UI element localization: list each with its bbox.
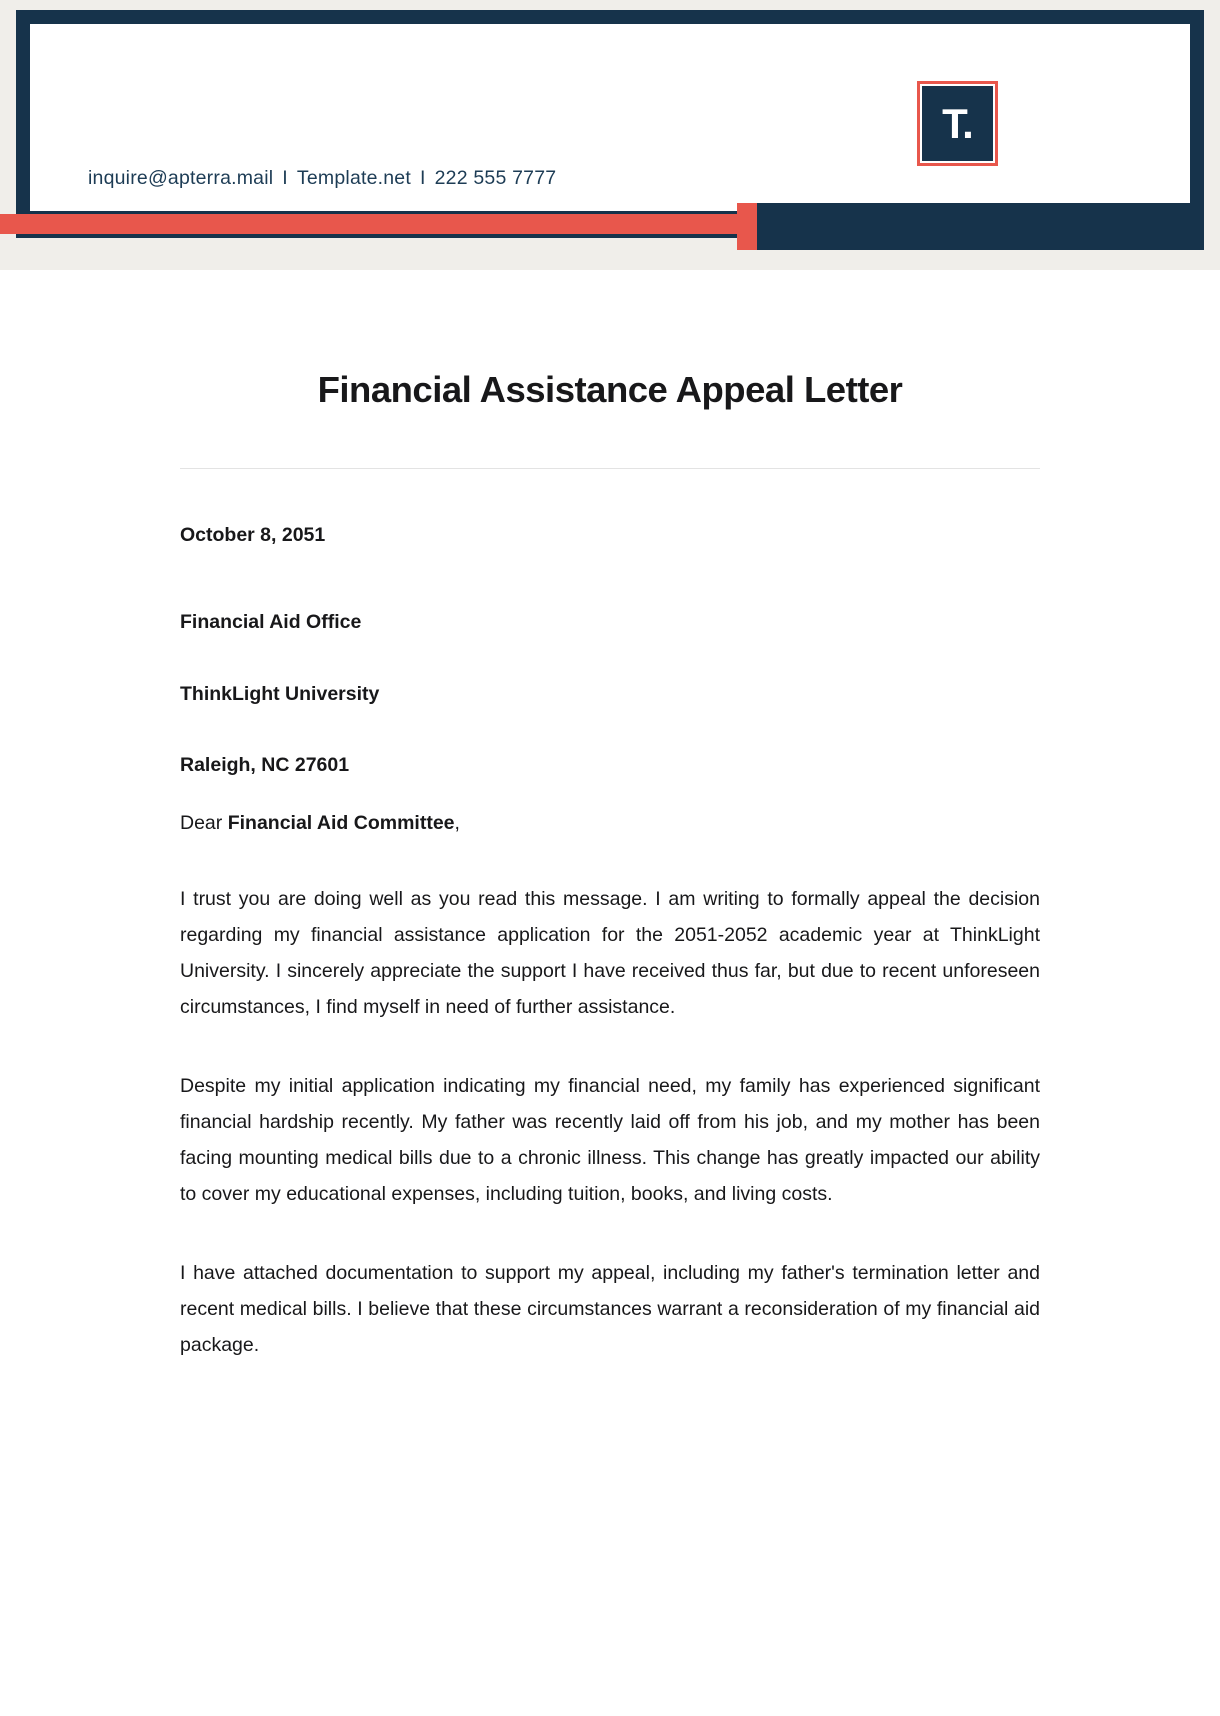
letter-paragraph: I have attached documentation to support my appeal, including my father's termination letter and recent medical bills. I believe that these circumstances warrant a reconsideration of my financial aid package. bbox=[180, 1262, 1040, 1357]
salutation-greeting: Dear bbox=[180, 812, 223, 835]
page-title: Financial Assistance Appeal Letter bbox=[317, 369, 903, 410]
letter-meta bbox=[180, 523, 1040, 778]
letter-date: October 8, 2051 bbox=[180, 523, 326, 546]
contact-website: Template.net bbox=[296, 167, 411, 189]
letter-paragraph: Despite my initial application indicating my financial need, my family has experienced significant financial hardship recently. My father was recently laid off from his job, and my mother has been facing mounting medical bills due to a chronic illness. This change has greatly impacted our ability to cover my educational expenses, including tuition, books, and living costs. bbox=[180, 1074, 1040, 1206]
letterhead-coral-bar bbox=[0, 214, 752, 234]
letter-paragraph: I trust you are doing well as you read this message. I am writing to formally appeal the decision regarding my financial assistance application for the 2051-2052 academic year at ThinkLight University. I sincerely appreciate the support I have received thus far, but due to recent unforeseen circumstances, I find myself in need of further assistance. bbox=[180, 887, 1040, 1018]
contact-separator-2: I bbox=[419, 167, 426, 189]
letterhead bbox=[0, 0, 1220, 270]
brand-logo bbox=[917, 81, 998, 166]
logo-face bbox=[922, 86, 993, 161]
letterhead-navy-block bbox=[748, 203, 1204, 250]
recipient-office: Financial Aid Office bbox=[180, 611, 362, 634]
logo-monogram-icon: T. bbox=[942, 99, 973, 147]
contact-info bbox=[88, 167, 556, 190]
title-divider bbox=[180, 468, 1040, 469]
letter-body bbox=[180, 881, 1040, 1364]
letter-content bbox=[180, 270, 1040, 1363]
contact-email: inquire@apterra.mail bbox=[88, 167, 274, 189]
salutation-punctuation: , bbox=[454, 812, 460, 835]
logo-inner-border bbox=[920, 84, 995, 163]
contact-phone: 222 555 7777 bbox=[434, 167, 557, 189]
salutation-recipient: Financial Aid Committee bbox=[227, 812, 455, 835]
salutation bbox=[180, 811, 1040, 836]
recipient-institution: ThinkLight University bbox=[180, 682, 380, 705]
letterhead-coral-tab bbox=[737, 203, 757, 250]
contact-separator-1: I bbox=[282, 167, 288, 189]
recipient-city-state-zip: Raleigh, NC 27601 bbox=[180, 753, 350, 776]
